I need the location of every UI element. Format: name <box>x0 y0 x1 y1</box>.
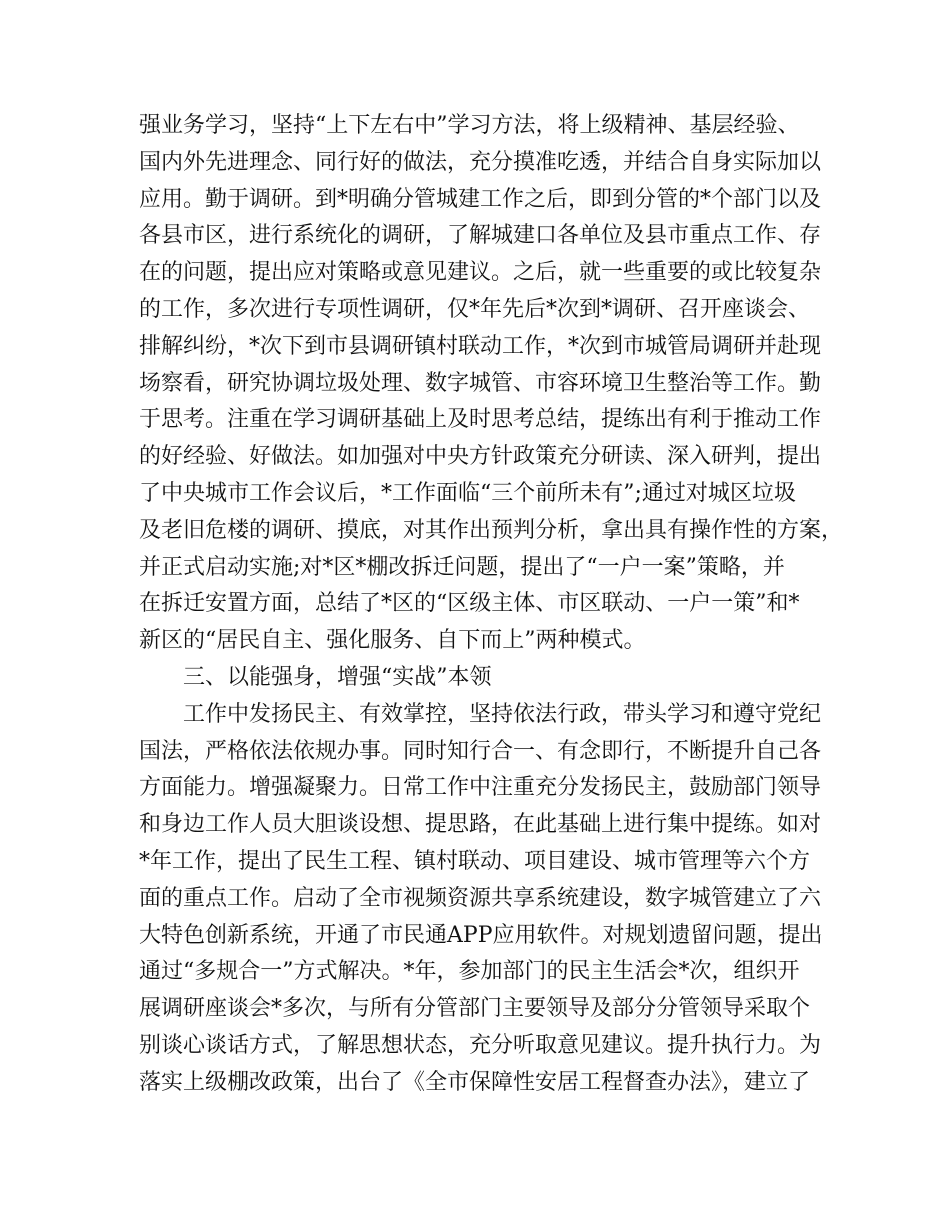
section-heading: 三、以能强身，增强“实战”本领 <box>183 664 492 690</box>
body-text-line: 了中央城市工作会议后，*工作面临“三个前所未有”;通过对城区垃圾 <box>139 480 796 506</box>
body-text-line: 落实上级棚改政策，出台了《全市保障性安居工程督查办法》，建立了 <box>139 1069 811 1095</box>
body-text-line: 在拆迁安置方面，总结了*区的“区级主体、市区联动、一户一策”和* <box>139 591 800 617</box>
body-text-line: 展调研座谈会*多次，与所有分管部门主要领导及部分分管领导采取个 <box>139 996 811 1022</box>
body-text-line: 的好经验、好做法。如加强对中央方针政策充分研读、深入研判，提出 <box>139 444 822 470</box>
body-text-line: 并正式启动实施;对*区*棚改拆迁问题，提出了“一户一案”策略，并 <box>139 554 785 580</box>
document-body <box>139 108 844 1102</box>
body-text-line: 国内外先进理念、同行好的做法，充分摸准吃透，并结合自身实际加以 <box>139 149 822 175</box>
body-text-line: 方面能力。增强凝聚力。日常工作中注重充分发扬民主，鼓励部门领导 <box>139 775 822 801</box>
body-text-line: 于思考。注重在学习调研基础上及时思考总结，提练出有利于推动工作 <box>139 407 822 433</box>
body-text-line: 的工作，多次进行专项性调研，仅*年先后*次到*调研、召开座谈会、 <box>139 296 811 322</box>
body-text-line: 国法，严格依法依规办事。同时知行合一、有念即行，不断提升自己各 <box>139 738 822 764</box>
body-text-line: 大特色创新系统，开通了市民通APP应用软件。对规划遗留问题，提出 <box>139 922 823 948</box>
body-text-line: 场察看，研究协调垃圾处理、数字城管、市容环境卫生整治等工作。勤 <box>139 370 822 396</box>
body-text-line: 排解纠纷，*次下到市县调研镇村联动工作，*次到市城管局调研并赴现 <box>139 333 822 359</box>
body-text-line: 强业务学习，坚持“上下左右中”学习方法，将上级精神、基层经验、 <box>139 113 800 138</box>
body-text-line: 面的重点工作。启动了全市视频资源共享系统建设，数字城管建立了六 <box>139 885 822 911</box>
body-text-line: 应用。勤于调研。到*明确分管城建工作之后，即到分管的*个部门以及 <box>139 186 822 212</box>
paragraph-first-line: 工作中发扬民主、有效掌控，坚持依法行政，带头学习和遵守党纪 <box>183 701 822 727</box>
body-text-line: 别谈心谈话方式，了解思想状态，充分听取意见建议。提升执行力。为 <box>139 1032 822 1058</box>
body-text-line: 及老旧危楼的调研、摸底，对其作出预判分析，拿出具有操作性的方案， <box>139 517 844 543</box>
body-text-line: 各县市区，进行系统化的调研，了解城建口各单位及县市重点工作、存 <box>139 223 822 249</box>
body-text-line: 在的问题，提出应对策略或意见建议。之后，就一些重要的或比较复杂 <box>139 260 822 286</box>
body-text-line: 新区的“居民自主、强化服务、自下而上”两种模式。 <box>139 628 646 654</box>
body-text-line: 和身边工作人员大胆谈设想、提思路，在此基础上进行集中提练。如对 <box>139 812 822 838</box>
body-text-line: 通过“多规合一”方式解决。*年，参加部门的民主生活会*次，组织开 <box>139 959 800 985</box>
body-text-line: *年工作，提出了民生工程、镇村联动、项目建设、城市管理等六个方 <box>139 848 811 874</box>
